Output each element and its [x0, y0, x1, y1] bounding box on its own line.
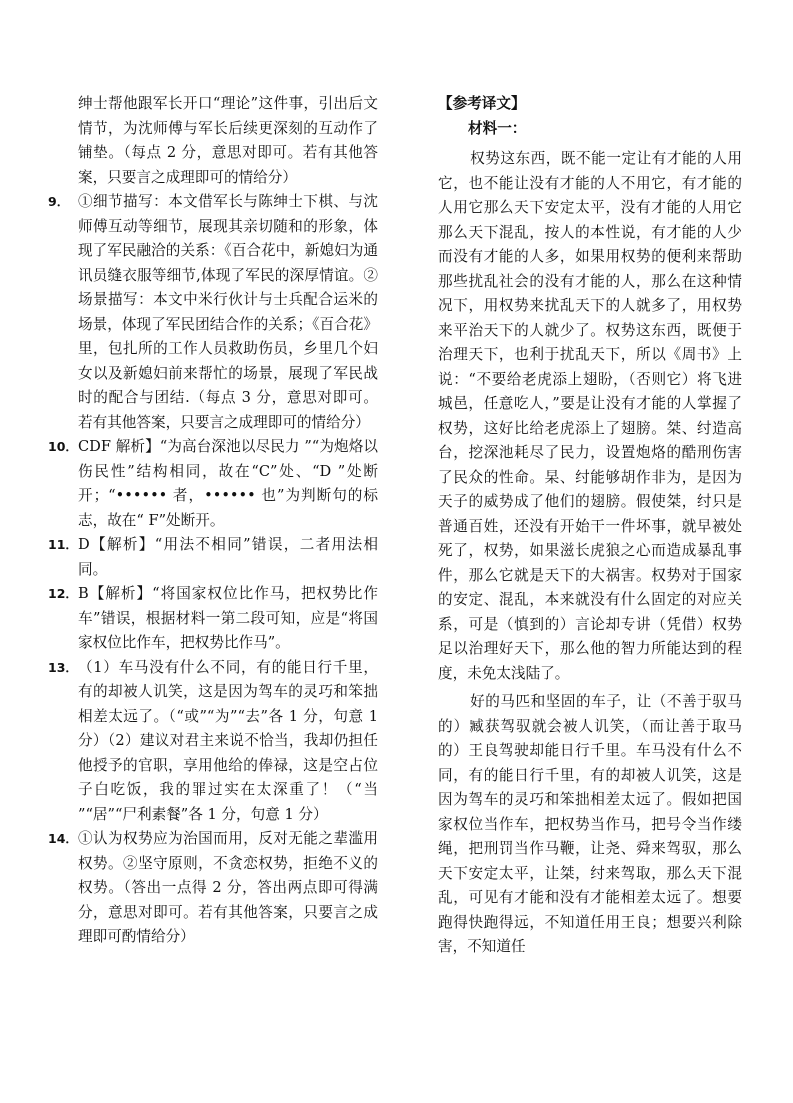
answer-number: 14． — [48, 831, 78, 846]
answer-14 — [48, 827, 378, 950]
answer-13 — [48, 656, 378, 828]
translation-column — [438, 92, 742, 960]
answer-number: 10． — [48, 439, 78, 454]
answer-text: D【解析】“用法不相同”错误，二者用法相同。 — [78, 536, 378, 578]
answer-text: B【解析】“将国家权位比作马，把权势比作车”错误，根据材料一第二段可知，应是“将国家权位比作车，把权势比作马”。 — [78, 585, 378, 651]
answer-number: 11． — [48, 537, 78, 552]
section-title: 【参考译文】 — [438, 95, 526, 112]
answer-9 — [48, 190, 378, 435]
answer-number: 12． — [48, 586, 78, 601]
answer-number: 13． — [48, 659, 78, 675]
translation-paragraph: 好的马匹和坚固的车子，让（不善于驭马的）臧获驾驭就会被人讥笑，（而让善于取马的）王良驾驶却能日行千里。车马没有什么不同，有的能日行千里，有的却被人讥笑，这是因为驾车的灵巧和笨拙相差太远了。假如把国家权位当作车，把权势当作马，把号令当作缕绳，把刑罚当作马鞭，让尧、舜来驾驭，那么天下安定太平，让桀，纣来驾取，那么天下混乱，可见有才能和没有才能相差太远了。想要跑得快跑得远，不知道任用王良；想要兴利除害，不知道任 — [438, 693, 742, 955]
translation-paragraph: 权势这东西，既不能一定让有才能的人用它，也不能让没有才能的人不用它，有才能的人用它那么天下安定太平，没有才能的人用它那么天下混乱，按人的本性说，有才能的人少而没有才能的人多，如果用权势的便利来帮助那些扰乱社会的没有才能的人，那么在这种情况下，用权势来扰乱天下的人就多了，用权势来平治天下的人就少了。权势这东西，既便于治理天下，也利于扰乱天下，所以《周书》上说：“不要给老虎添上翅盼，（否则它）将飞进城邑，任意吃人，”要是让没有才能的人掌握了权势，这好比给老虎添上了翅膀。桀、纣造高台，挖深池耗尽了民力，设置炮烙的酷刑伤害了民众的性命。杲、纣能够胡作非为，是因为天子的威势成了他们的翅膀。假使桀，纣只是普通百姓，还没有开始干一件坏事，就早被处死了，权势，如果滋长虎狼之心而造成暴乱事件，那么它就是天下的大祸害。权势对于国家的安定、混乱，本来就没有什么固定的对应关系，可是（慎到的）言论却专讲（凭借）权势足以治理好天下，那么他的智力所能达到的程度，未免太浅陆了。 — [438, 150, 742, 682]
answer-text: ①认为权势应为治国而用，反对无能之辈滥用权势。②坚守原则，不贪恋权势，拒绝不义的权势。（答出一点得 2 分，答出两点即可得满分，意思对即可。若有其他答案，只要言之成理即可酌情给分） — [78, 830, 378, 945]
answer-number: 9． — [48, 194, 70, 209]
answer-11 — [48, 533, 378, 582]
material-title: 材料一： — [468, 119, 527, 137]
answer-12 — [48, 582, 378, 656]
answer-text: ①细节描写：本文借军长与陈绅士下棋、与沈师傅互动等细节，展现其亲切随和的形象，体现了军民融洽的关系：《百合花中，新媳妇为通讯员缝衣服等细节,体现了军民的深厚情谊。②场景描写：本文中米行伙计与士兵配合运米的场景，体现了军民团结合作的关系；《百合花》里，包扎所的工作人员救助伤员，乡里几个妇女以及新媳妇前来帮忙的场景，展现了军民战时的配合与团结.（每点 3 分，意思对即可。若有其他答案，只要言之成理即可的情给分） — [78, 193, 378, 431]
answer-text: （1）车马没有什么不同，有的能日行千里，有的却被人讥笑，这是因为驾车的灵巧和笨拙相差太远了。（“或”“为”“去”各 1 分，句意 1 分）（2）建议对君主来说不恰当，我却仍担任他授予的官职，享用他给的俸禄，这是空占位子白吃饭，我的罪过实在太深重了！（“当 ”“居”“尸利素餐”各 1 分，句意 1 分） — [78, 658, 378, 823]
answer-8-continuation: 绅士帮他跟军长开口“理论”这件事，引出后文情节，为沈师傅与军长后续更深刻的互动作了铺垫。（每点 2 分，意思对即可。若有其他答案，只要言之成理即可的情给分） — [78, 95, 378, 186]
answer-10 — [48, 435, 378, 533]
answer-text: CDF 解析】“为高台深池以尽民力 ”“为炮烙以伤民性”结构相同，故在“C”处、“D ”处断开；“•••••• 者，•••••• 也”为判断句的标志，故在“ F”处断开。 — [78, 438, 378, 529]
answer-column — [48, 92, 378, 950]
